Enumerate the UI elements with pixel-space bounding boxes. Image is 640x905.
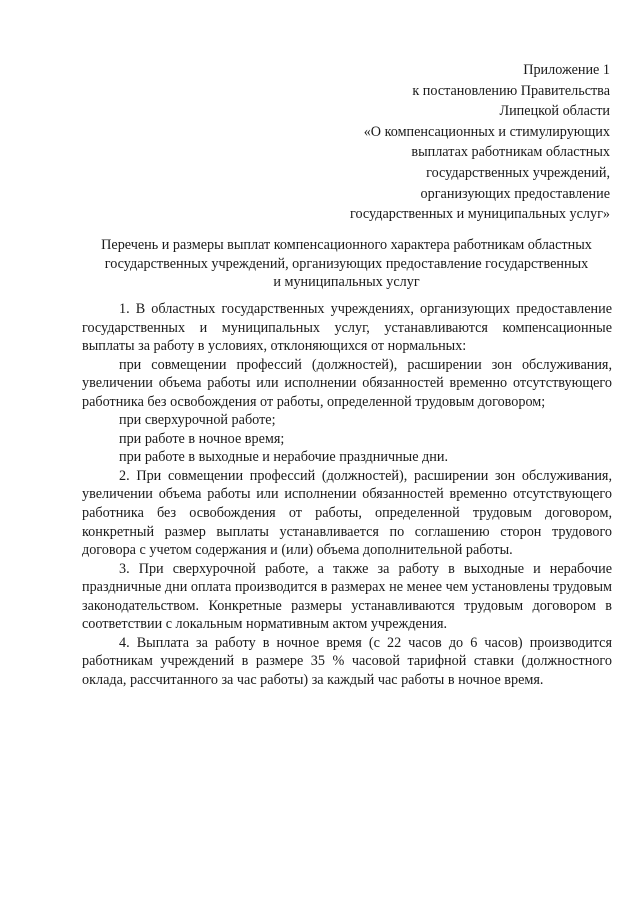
appendix-line-1: Приложение 1 bbox=[523, 62, 610, 78]
paragraph-1-item-1: при совмещении профессий (должностей), расширении зон обслуживания, увеличении объема работы или исполнении обязанностей временно отсутствующего работника без освобождения от работы, определенной трудовым договором; bbox=[82, 356, 612, 410]
title-line-2: государственных учреждений, организующих предоставление государственных bbox=[104, 255, 589, 272]
paragraph-1-item-2: при сверхурочной работе; bbox=[119, 412, 276, 429]
paragraph-1-item-4: при работе в выходные и нерабочие праздничные дни. bbox=[119, 449, 449, 466]
paragraph-3: 3. При сверхурочной работе, а также за работу в выходные и нерабочие праздничные дни оплата производится в размерах не менее чем установлены трудовым законодательством. Конкретные размеры устанавливаются трудовым договором в соответствии с локальным нормативным актом учреждения. bbox=[82, 560, 612, 633]
title-line-3: и муниципальных услуг bbox=[273, 274, 420, 290]
appendix-line-5: выплатах работникам областных bbox=[411, 144, 610, 161]
document-body bbox=[82, 300, 612, 689]
paragraph-2: 2. При совмещении профессий (должностей), расширении зон обслуживания, увеличении объема работы или исполнении обязанностей временно отсутствующего работника без освобождения от работы, определенной трудовым договором, конкретный размер выплаты устанавливается по соглашению сторон трудового договора с учетом содержания и (или) объема дополнительной работы. bbox=[82, 467, 612, 559]
document-title bbox=[80, 236, 613, 292]
paragraph-1-item-3: при работе в ночное время; bbox=[119, 430, 285, 447]
paragraph-1: 1. В областных государственных учреждениях, организующих предоставление государственных и муниципальных услуг, устанавливаются компенсационные выплаты за работу в условиях, отклоняющихся от нормальных: bbox=[82, 301, 612, 355]
appendix-line-7: организующих предоставление bbox=[420, 185, 610, 202]
appendix-header bbox=[250, 60, 610, 225]
appendix-line-8: государственных и муниципальных услуг» bbox=[350, 206, 610, 223]
appendix-line-4: «О компенсационных и стимулирующих bbox=[363, 123, 610, 140]
appendix-line-3: Липецкой области bbox=[499, 103, 610, 120]
paragraph-4: 4. Выплата за работу в ночное время (с 22 часов до 6 часов) производится работникам учреждений в размере 35 % часовой тарифной ставки (должностного оклада, рассчитанного за час работы) за каждый час работы в ночное время. bbox=[82, 634, 612, 688]
appendix-line-2: к постановлению Правительства bbox=[412, 82, 610, 99]
title-line-1: Перечень и размеры выплат компенсационного характера работникам областных bbox=[101, 237, 592, 253]
appendix-line-6: государственных учреждений, bbox=[426, 164, 610, 181]
